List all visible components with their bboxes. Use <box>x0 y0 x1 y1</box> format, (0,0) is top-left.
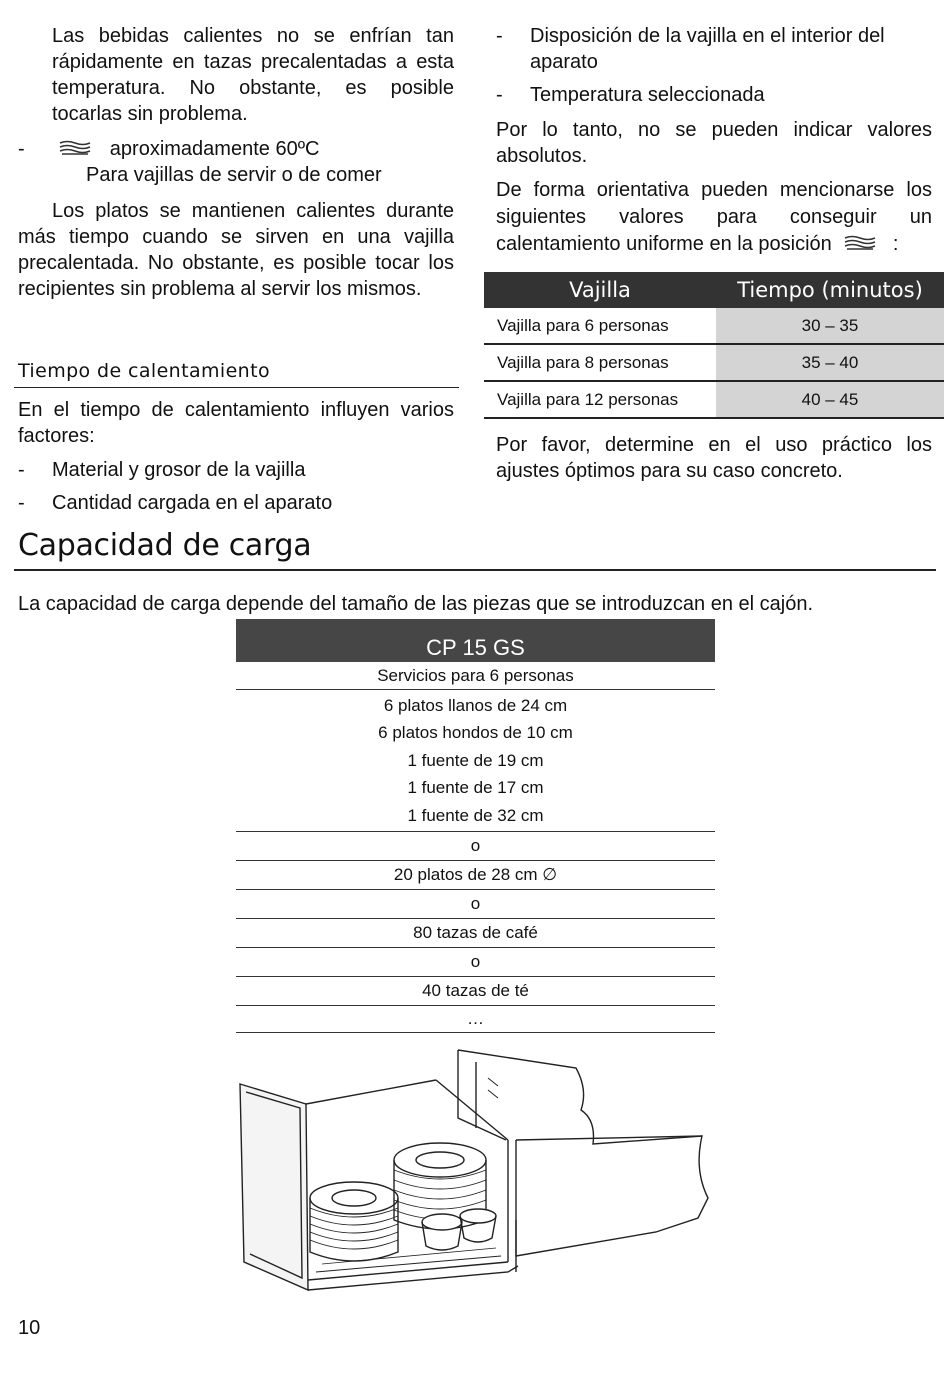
capacity-group <box>236 690 715 832</box>
bullet-dash: - <box>18 492 25 514</box>
table-row: … <box>236 1006 715 1033</box>
table-cell: Vajilla para 8 personas <box>484 344 716 381</box>
right-paragraph-2-text: De forma orientativa pueden mencionarse los siguientes valores para conseguir un calentamiento uniforme en la posición <box>496 179 932 255</box>
list-item <box>18 490 458 523</box>
table-row: 20 platos de 28 cm ∅ <box>236 861 715 890</box>
warming-drawer-illustration <box>236 1040 716 1302</box>
section-intro: La capacidad de carga depende del tamaño de las piezas que se introduzcan en el cajón. <box>18 593 814 615</box>
heating-waves-icon <box>843 235 877 251</box>
left-paragraph-1: Las bebidas calientes no se enfrían tan rápidamente en tazas precalentadas a esta temperatura. No obstante, es posible tocarlas sin problema. <box>52 25 454 125</box>
bullet-dash: - <box>496 84 503 106</box>
table-row: o <box>236 890 715 919</box>
table-row <box>484 308 944 344</box>
factor-text: Cantidad cargada en el aparato <box>52 492 333 514</box>
table-row: 6 platos hondos de 10 cm <box>378 723 573 743</box>
setting-60-text: aproximadamente 60ºC <box>109 138 320 160</box>
table-row: o <box>236 832 715 861</box>
heating-time-table <box>484 272 944 419</box>
bullet-dash: - <box>18 138 25 160</box>
list-item <box>496 23 934 75</box>
capacity-table-header: CP 15 GS <box>236 619 715 662</box>
factor-text: Disposición de la vajilla en el interior del aparato <box>530 25 885 73</box>
right-paragraph-1: Por lo tanto, no se pueden indicar valores absolutos. <box>496 119 932 167</box>
column-header-tiempo: Tiempo (minutos) <box>716 272 944 308</box>
setting-60-line <box>18 136 458 162</box>
list-item <box>496 82 934 108</box>
heating-time-heading: Tiempo de calentamiento <box>18 360 270 382</box>
left-paragraph-2: Los platos se mantienen calientes durante más tiempo cuando se sirven en una vajilla precalentada. No obstante, es posible tocar los recipientes sin problema al servir los mismos. <box>18 200 454 300</box>
table-row: 40 tazas de té <box>236 977 715 1006</box>
section-rule <box>14 569 936 571</box>
bullet-dash: - <box>496 25 503 47</box>
table-row: 80 tazas de café <box>236 919 715 948</box>
table-header-row <box>484 272 944 308</box>
heating-waves-icon <box>58 140 92 156</box>
heading-rule <box>14 387 459 388</box>
table-row <box>484 381 944 418</box>
capacity-table <box>236 619 715 1033</box>
page-number: 10 <box>18 1317 41 1339</box>
table-cell: Vajilla para 12 personas <box>484 381 716 418</box>
factor-text: Temperatura seleccionada <box>530 84 765 106</box>
table-cell: 30 – 35 <box>716 308 944 344</box>
table-row <box>484 344 944 381</box>
right-paragraph-2 <box>496 177 932 258</box>
table-row: 1 fuente de 32 cm <box>407 805 544 825</box>
column-header-vajilla: Vajilla <box>484 272 716 308</box>
table-cell: Vajilla para 6 personas <box>484 308 716 344</box>
setting-60-sub: Para vajillas de servir o de comer <box>86 164 382 186</box>
table-row: Servicios para 6 personas <box>236 662 715 690</box>
table-cell: 35 – 40 <box>716 344 944 381</box>
factor-list-left <box>18 457 458 523</box>
factor-list-right <box>496 23 934 108</box>
right-paragraph-3: Por favor, determine en el uso práctico los ajustes óptimos para su caso concreto. <box>496 434 932 482</box>
factor-text: Material y grosor de la vajilla <box>52 459 306 481</box>
list-item <box>18 457 458 490</box>
left-paragraph-3: En el tiempo de calentamiento influyen varios factores: <box>18 399 454 447</box>
bullet-dash: - <box>18 459 25 481</box>
table-row: 1 fuente de 19 cm <box>407 750 544 770</box>
table-row: o <box>236 948 715 977</box>
colon: : <box>892 233 899 255</box>
table-cell: 40 – 45 <box>716 381 944 418</box>
table-row: 6 platos llanos de 24 cm <box>383 696 568 715</box>
section-title: Capacidad de carga <box>18 528 312 563</box>
table-row: 1 fuente de 17 cm <box>407 778 544 798</box>
